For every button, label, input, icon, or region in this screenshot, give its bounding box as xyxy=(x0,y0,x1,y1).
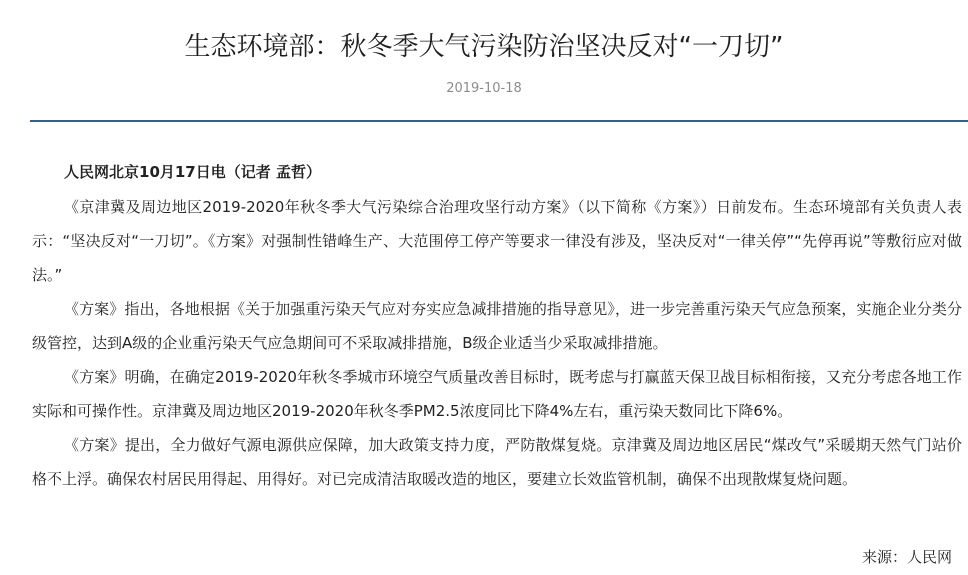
article-title: 生态环境部：秋冬季大气污染防治坚决反对“一刀切” xyxy=(184,32,784,62)
header-divider xyxy=(30,120,968,122)
article-paragraph-2: 《方案》指出，各地根据《关于加强重污染天气应对夯实应急减排措施的指导意见》，进一步完善重污染天气应急预案，实施企业分类分级管控，达到A级的企业重污染天气应急期间可不采取减排措施，B级企业适当少采取减排措施。 xyxy=(32,300,962,352)
article-lead: 人民网北京10月17日电（记者 孟哲） xyxy=(64,163,321,181)
article-paragraph-4: 《方案》提出，全力做好气源电源供应保障，加大政策支持力度，严防散煤复烧。京津冀及周边地区居民“煤改气”采暖期天然气门站价格不上浮。确保农村居民用得起、用得好。对已完成清洁取暖改造的地区，要建立长效监管机制，确保不出现散煤复烧问题。 xyxy=(32,436,962,488)
article-body xyxy=(32,154,962,496)
article-paragraph-3: 《方案》明确，在确定2019-2020年秋冬季城市环境空气质量改善目标时，既考虑与打赢蓝天保卫战目标相衔接，又充分考虑各地工作实际和可操作性。京津冀及周边地区2019-2020年秋冬季PM2.5浓度同比下降4%左右，重污染天数同比下降6%。 xyxy=(32,368,962,420)
article-source: 来源：人民网 xyxy=(861,548,952,566)
article-paragraph-1: 《京津冀及周边地区2019-2020年秋冬季大气污染综合治理攻坚行动方案》（以下简称《方案》）日前发布。生态环境部有关负责人表示：“坚决反对“一刀切”。《方案》对强制性错峰生产、大范围停工停产等要求一律没有涉及，坚决反对“一律关停”“先停再说”等敷衍应对做法。” xyxy=(32,198,962,284)
publish-date: 2019-10-18 xyxy=(446,81,522,96)
